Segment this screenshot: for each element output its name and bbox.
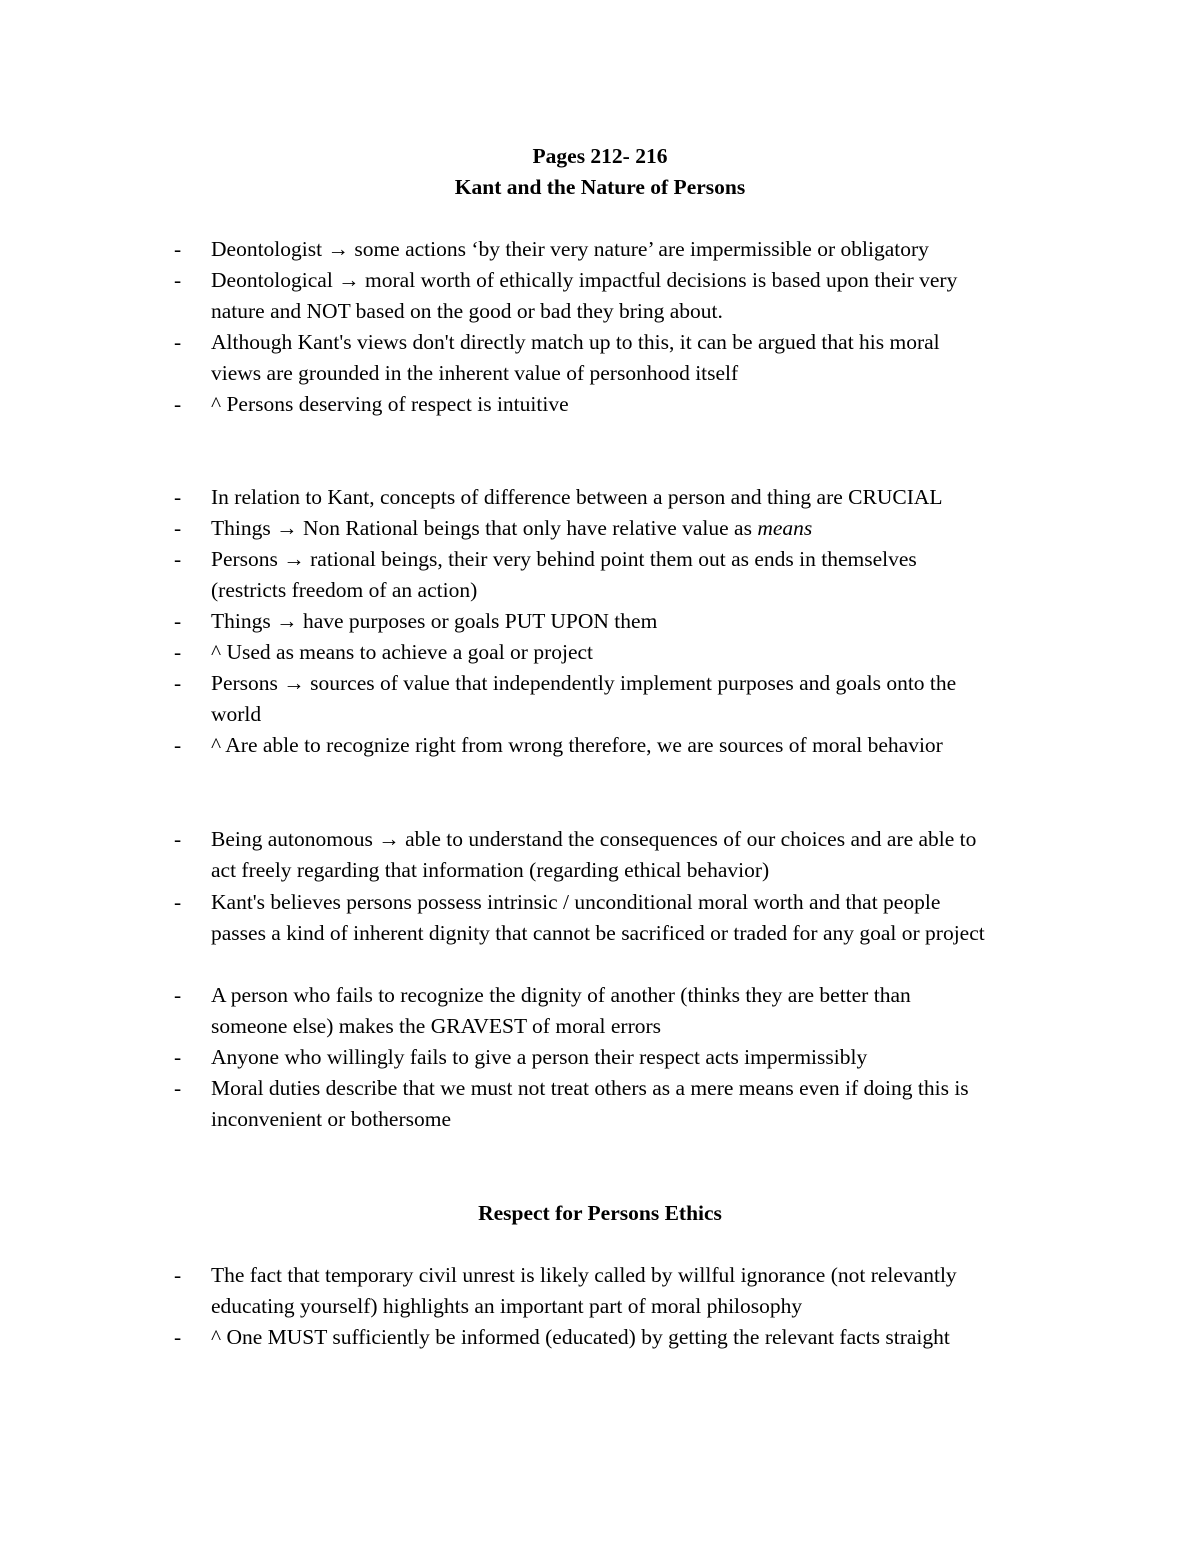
list-item-text: ^ Used as means to achieve a goal or project [211,640,594,664]
list-item-text: Being autonomous → able to understand the consequences of our choices and are able to [211,827,977,851]
page-subtitle: Kant and the Nature of Persons [454,175,746,199]
list-item-text: ^ Are able to recognize right from wrong therefore, we are sources of moral behavior [211,733,943,757]
list-item-text: Deontological → moral worth of ethically impactful decisions is based upon their very [211,268,958,292]
bullet-dash: - [174,547,182,571]
list-item-text: act freely regarding that information (regarding ethical behavior) [211,858,770,882]
list-item-text: someone else) makes the GRAVEST of moral errors [211,1014,662,1038]
list-item-text: Moral duties describe that we must not treat others as a mere means even if doing this is [211,1076,969,1100]
list-item-text: Kant's believes persons possess intrinsic / unconditional moral worth and that people [211,890,941,914]
bullet-dash: - [174,268,182,292]
list-item-text: passes a kind of inherent dignity that cannot be sacrificed or traded for any goal or project [211,921,985,945]
list-item-text: views are grounded in the inherent value of personhood itself [211,361,739,385]
bullet-dash: - [174,1076,182,1100]
page-title: Pages 212- 216 [532,144,668,168]
bullet-dash: - [174,983,182,1007]
list-item-text: nature and NOT based on the good or bad they bring about. [211,299,723,323]
bullet-dash: - [174,392,182,416]
bullet-dash: - [174,485,182,509]
bullet-dash: - [174,733,182,757]
list-item-text: Anyone who willingly fails to give a person their respect acts impermissibly [211,1045,868,1069]
bullet-dash: - [174,890,182,914]
list-item-text: Deontologist → some actions ‘by their very nature’ are impermissible or obligatory [211,237,929,261]
list-item-text: In relation to Kant, concepts of difference between a person and thing are CRUCIAL [211,485,943,509]
list-item-text: world [211,702,262,726]
list-item-text: Persons → rational beings, their very behind point them out as ends in themselves [211,547,917,571]
list-item-text: ^ One MUST sufficiently be informed (educated) by getting the relevant facts straight [211,1325,950,1349]
bullet-dash: - [174,1045,182,1069]
bullet-dash: - [174,237,182,261]
bullet-dash: - [174,330,182,354]
bullet-dash: - [174,671,182,695]
bullet-dash: - [174,1325,182,1349]
bullet-dash: - [174,827,182,851]
bullet-dash: - [174,1263,182,1287]
list-item-text [211,513,812,544]
list-item-text: The fact that temporary civil unrest is likely called by willful ignorance (not relevantly [211,1263,957,1287]
list-item-text: A person who fails to recognize the dignity of another (thinks they are better than [211,983,911,1007]
list-item-text: inconvenient or bothersome [211,1107,452,1131]
bullet-dash: - [174,640,182,664]
list-item-text: Things → have purposes or goals PUT UPON them [211,609,658,633]
list-item-text: educating yourself) highlights an important part of moral philosophy [211,1294,803,1318]
list-item-text: Persons → sources of value that independently implement purposes and goals onto the [211,671,957,695]
list-item-text-plain: Things → Non Rational beings that only have relative value as [211,516,758,540]
list-item-text: (restricts freedom of an action) [211,578,478,602]
section-heading: Respect for Persons Ethics [478,1201,722,1225]
list-item-text: Although Kant's views don't directly match up to this, it can be argued that his moral [211,330,940,354]
list-item-text: ^ Persons deserving of respect is intuitive [211,392,569,416]
bullet-dash: - [174,609,182,633]
bullet-dash: - [174,516,182,540]
emphasis-text: means [757,516,813,540]
